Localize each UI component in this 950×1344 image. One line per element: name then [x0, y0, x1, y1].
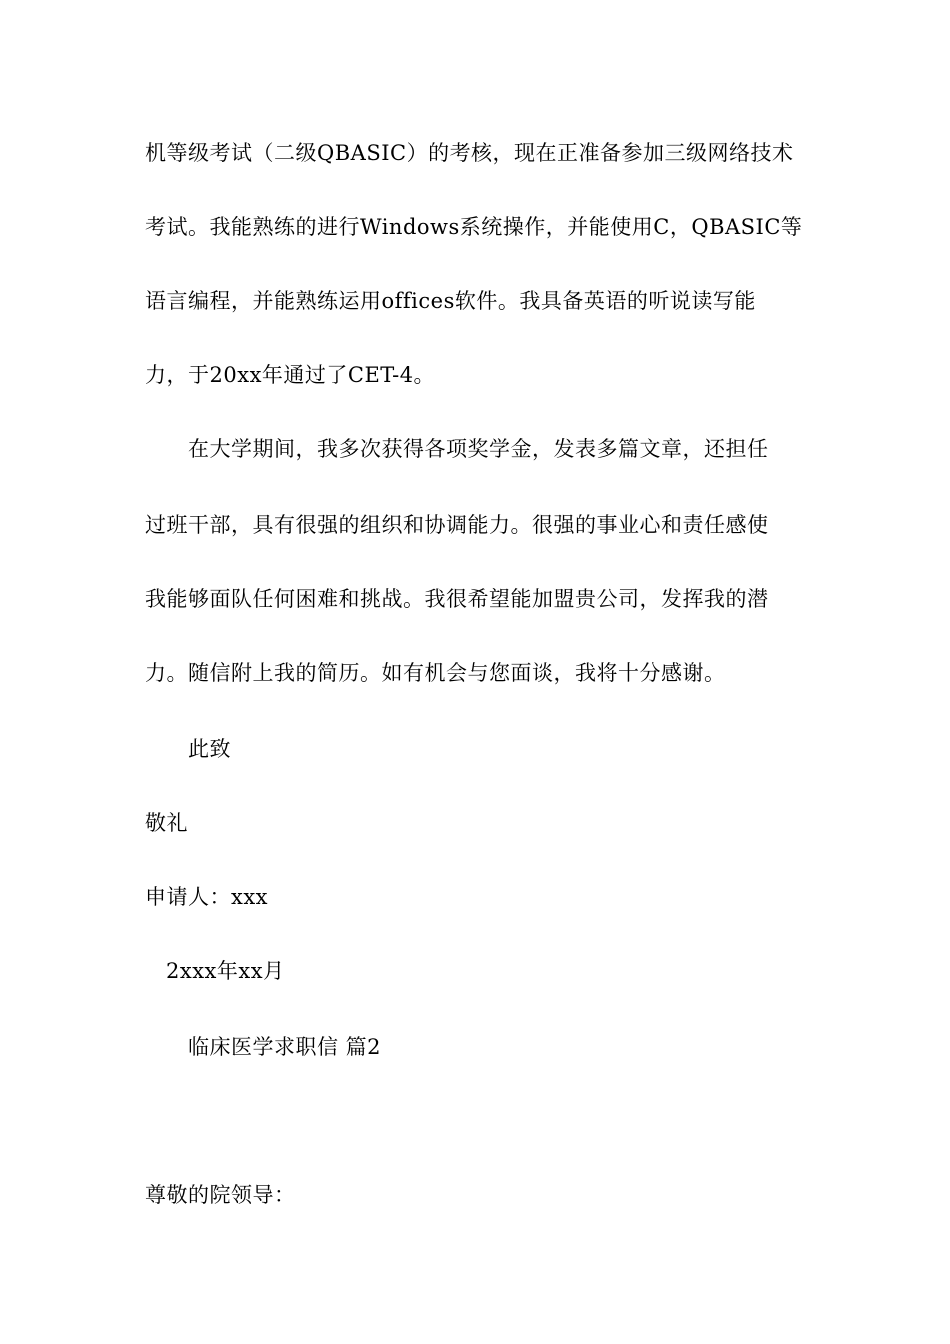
paragraph-line: 我能够面队任何困难和挑战。我很希望能加盟贵公司，发挥我的潜 — [145, 587, 769, 611]
date-line: 2xxx年xx月 — [166, 959, 285, 983]
greeting-line: 尊敬的院领导： — [145, 1183, 296, 1207]
section-title: 临床医学求职信 篇2 — [188, 1035, 382, 1059]
paragraph-line: 考试。我能熟练的进行Windows系统操作，并能使用C，QBASIC等 — [145, 215, 803, 239]
paragraph-line: 过班干部，具有很强的组织和协调能力。很强的事业心和责任感使 — [145, 513, 769, 537]
paragraph-line: 语言编程，并能熟练运用offices软件。我具备英语的听说读写能 — [145, 289, 756, 313]
paragraph-line: 机等级考试（二级QBASIC）的考核，现在正准备参加三级网络技术 — [145, 141, 794, 165]
salute-text: 敬礼 — [145, 811, 188, 835]
paragraph-line: 在大学期间，我多次获得各项奖学金，发表多篇文章，还担任 — [188, 437, 769, 461]
applicant-line: 申请人：xxx — [145, 885, 269, 909]
paragraph-line: 力。随信附上我的简历。如有机会与您面谈，我将十分感谢。 — [145, 661, 726, 685]
paragraph-line: 力，于20xx年通过了CET-4。 — [145, 363, 436, 387]
closing-text: 此致 — [188, 737, 231, 761]
